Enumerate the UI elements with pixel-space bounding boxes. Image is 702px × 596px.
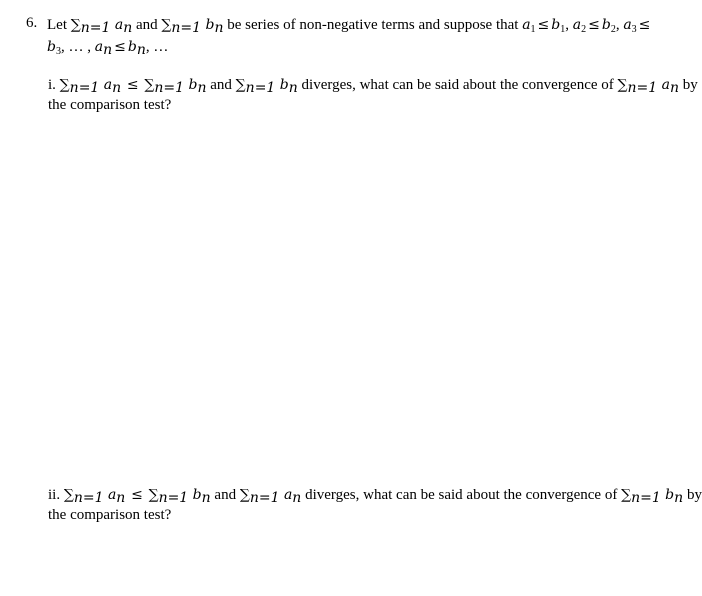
part-ii-line-1 xyxy=(48,485,702,505)
part-ii-sum-a: $\sum_{n=1}$ $a_n$ xyxy=(63,487,126,506)
part-i-sum-b-2: $\sum_{n=1}$ $b_n$ xyxy=(235,77,298,96)
question-intro-line-1 xyxy=(47,15,652,35)
part-ii-and: and xyxy=(214,487,237,503)
part-i-sum-a-2: $\sum_{n=1}$ $a_n$ xyxy=(617,77,680,96)
and-word: and xyxy=(135,17,158,33)
sum-b-series: $\sum_{n=1}$ $b_n$ xyxy=(161,17,224,36)
inequality-line-1: $a_1 \le b_1$, $a_2 \le b_2$, $a_3$ ≤ xyxy=(522,17,651,35)
intro-mid-text: be series of non-negative terms and suppose that xyxy=(227,17,519,33)
question-number: 6. xyxy=(26,15,38,31)
part-i-and: and xyxy=(210,77,232,93)
part-ii-sum-b: $\sum_{n=1}$ $b_n$ xyxy=(148,487,211,506)
part-i-condition-end: diverges, what can be said about the convergence of xyxy=(301,77,614,93)
part-ii-tail: the comparison test? xyxy=(48,507,172,523)
question-intro-line-2 xyxy=(47,37,168,57)
part-ii-sum-a-2: $\sum_{n=1}$ $a_n$ xyxy=(239,487,302,506)
part-i-line-1 xyxy=(48,75,698,95)
part-i-line-2 xyxy=(48,95,171,115)
part-ii-label: ii. xyxy=(48,487,61,503)
inequality-line-2: $b_3$, … , $a_n \le b_n$, … xyxy=(47,39,169,58)
part-i-leq: ≤ xyxy=(126,77,139,93)
part-i-sum-b: $\sum_{n=1}$ $b_n$ xyxy=(144,77,207,96)
part-i-by: by xyxy=(682,77,698,93)
part-i-label: i. xyxy=(48,77,56,93)
part-ii-sum-b-2: $\sum_{n=1}$ $b_n$ xyxy=(621,487,684,506)
part-i-tail: the comparison test? xyxy=(48,97,172,113)
part-ii-line-2 xyxy=(48,505,171,525)
part-ii-by: by xyxy=(686,487,702,503)
part-ii-leq: ≤ xyxy=(131,487,143,503)
part-i-sum-a: $\sum_{n=1}$ $a_n$ xyxy=(59,77,122,96)
intro-prefix: Let xyxy=(47,17,67,33)
sum-a-series: $\sum_{n=1}$ $a_n$ xyxy=(70,17,133,36)
part-ii-condition-end: diverges, what can be said about the convergence of xyxy=(305,487,618,503)
